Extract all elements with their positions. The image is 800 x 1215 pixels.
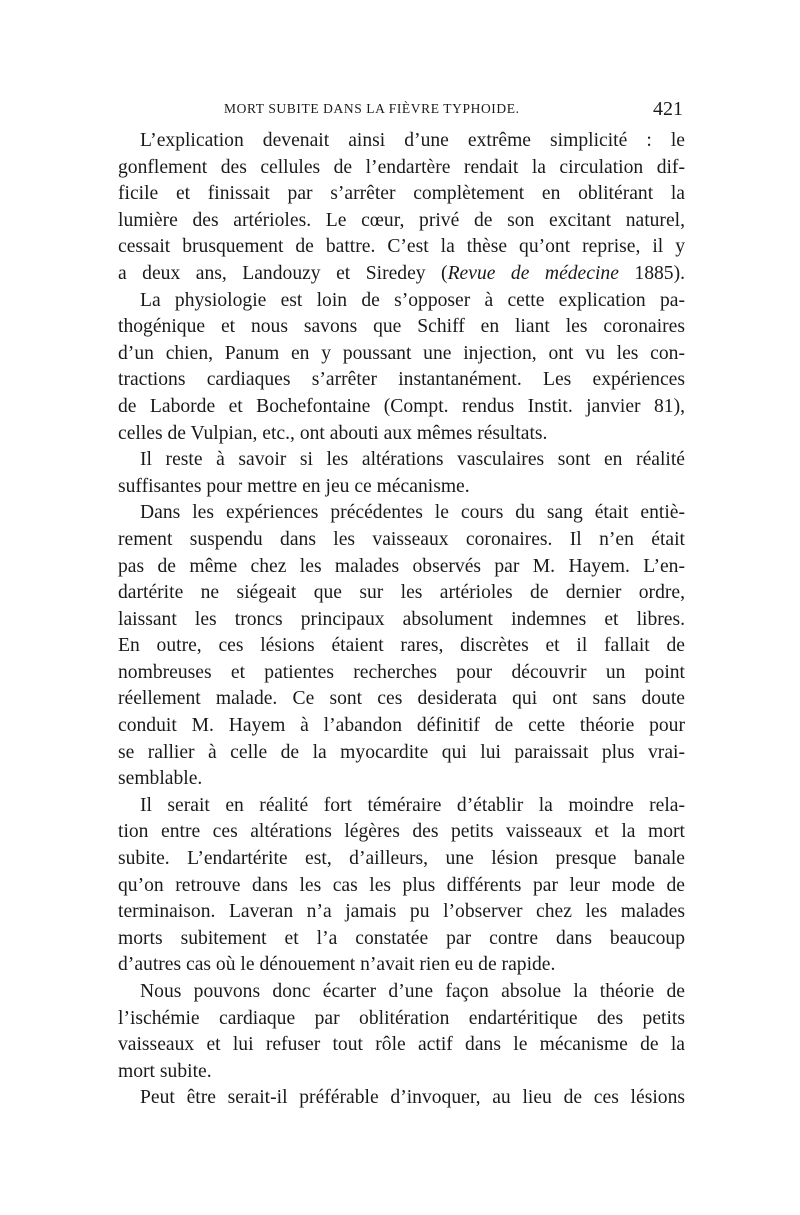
text-line: semblable. (118, 768, 203, 790)
text-line: tractions cardiaques s’arrêter instantanément. Les expériences (118, 369, 685, 391)
text-line: Peut être serait-il préférable d’invoquer, au lieu de ces lésions (140, 1087, 685, 1109)
text-line: terminaison. Laveran n’a jamais pu l’observer chez les malades (118, 901, 685, 923)
page-number: 421 (653, 98, 683, 120)
text-line: conduit M. Hayem à l’abandon définitif de cette théorie pour (118, 715, 685, 737)
text-line: se rallier à celle de la myocardite qui lui paraissait plus vrai- (118, 741, 685, 763)
text-line: Nous pouvons donc écarter d’une façon absolue la théorie de (140, 981, 685, 1002)
text-line: nombreuses et patientes recherches pour découvrir un point (118, 661, 685, 683)
text-line: tion entre ces altérations légères des petits vaisseaux et la mort (118, 821, 685, 843)
text-line: vaisseaux et lui refuser tout rôle actif dans le mécanisme de la (118, 1034, 685, 1056)
text-line: réellement malade. Ce sont ces desiderata qui ont sans doute (118, 688, 685, 710)
journal-title: Revue de médecine (447, 262, 619, 284)
text-line: qu’on retrouve dans les cas les plus différents par leur mode de (118, 874, 685, 896)
text-line: l’ischémie cardiaque par oblitération endartéritique des petits (118, 1007, 685, 1029)
text-line: Il serait en réalité fort téméraire d’établir la moindre rela- (140, 794, 685, 816)
text-line: mort subite. (118, 1060, 212, 1082)
text-line: thogénique et nous savons que Schiff en liant les coronaires (118, 316, 685, 338)
text-line: L’explication devenait ainsi d’une extrême simplicité : le (140, 130, 685, 151)
text-line: morts subitement et l’a constatée par contre dans beaucoup (118, 927, 685, 949)
text-line: lumière des artérioles. Le cœur, privé de son excitant naturel, (118, 209, 685, 231)
body-text (118, 128, 685, 1112)
text-line: Dans les expériences précédentes le cours du sang était entiè- (140, 502, 685, 524)
text-line: Il reste à savoir si les altérations vasculaires sont en réalité (140, 449, 685, 471)
text-line: d’autres cas où le dénouement n’avait rien eu de rapide. (118, 954, 556, 976)
text-line: cessait brusquement de battre. C’est la thèse qu’ont reprise, il y (118, 236, 685, 258)
text-line: gonflement des cellules de l’endartère rendait la circulation dif- (118, 156, 685, 178)
text-line: rement suspendu dans les vaisseaux coronaires. Il n’en était (118, 528, 685, 550)
text-line: suffisantes pour mettre en jeu ce mécanisme. (118, 475, 470, 497)
text-line: En outre, ces lésions étaient rares, discrètes et il fallait de (118, 635, 685, 657)
text-line: de Laborde et Bochefontaine (Compt. rendus Instit. janvier 81), (118, 395, 685, 417)
text-line: dartérite ne siégeait que sur les artérioles de dernier ordre, (118, 582, 685, 604)
text-line: a deux ans, Landouzy et Siredey (Revue de médecine 1885). (118, 262, 686, 284)
text-line: subite. L’endartérite est, d’ailleurs, une lésion presque banale (118, 848, 685, 870)
text-line: pas de même chez les malades observés par M. Hayem. L’en- (118, 555, 685, 577)
text-line: laissant les troncs principaux absolument indemnes et libres. (118, 608, 685, 630)
text-line: d’un chien, Panum en y poussant une injection, ont vu les con- (118, 342, 685, 364)
text-line: celles de Vulpian, etc., ont abouti aux mêmes résultats. (118, 422, 548, 444)
text-line: La physiologie est loin de s’opposer à cette explication pa- (140, 289, 685, 311)
text-line: ficile et finissait par s’arrêter complètement en oblitérant la (118, 183, 685, 205)
running-head (118, 98, 683, 124)
running-title: MORT SUBITE DANS LA FIÈVRE TYPHOIDE. (224, 101, 520, 116)
